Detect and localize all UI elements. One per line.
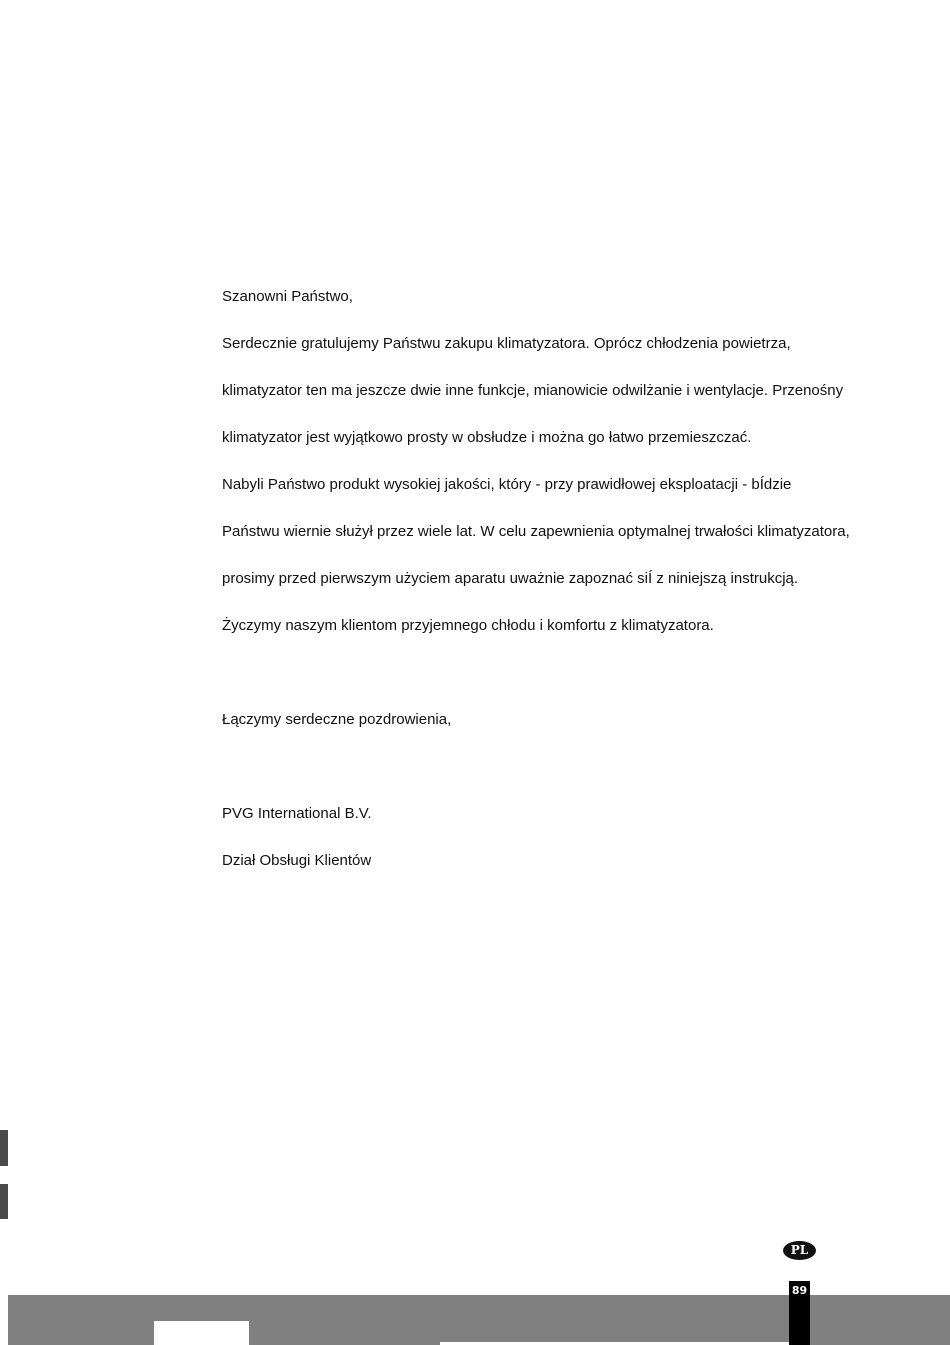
- paragraph-line-1: Serdecznie gratulujemy Państwu zakupu klimatyzatora. Oprócz chłodzenia powietrza,: [222, 335, 791, 352]
- department-name: Dział Obsługi Klientów: [222, 852, 372, 869]
- closing: Łączymy serdeczne pozdrowienia,: [222, 711, 452, 728]
- edge-marker-upper: [0, 1130, 8, 1166]
- paragraph-line-5: Państwu wiernie służył przez wiele lat. W celu zapewnienia optymalnej trwałości klimatyzatora,: [222, 523, 850, 540]
- paragraph-line-2: klimatyzator ten ma jeszcze dwie inne funkcje, mianowicie odwilżanie i wentylacje. Przenośny: [222, 382, 844, 399]
- paragraph-line-4: Nabyli Państwo produkt wysokiej jakości, który - przy prawidłowej eksploatacji - bÍdzie: [222, 476, 792, 493]
- edge-marker-lower: [0, 1184, 8, 1219]
- page-number: 89: [789, 1281, 810, 1345]
- paragraph-line-7: Życzymy naszym klientom przyjemnego chłodu i komfortu z klimatyzatora.: [222, 617, 714, 634]
- language-badge: PL: [783, 1241, 816, 1260]
- paragraph-line-3: klimatyzator jest wyjątkowo prosty w obsłudze i można go łatwo przemieszczać.: [222, 429, 752, 446]
- salutation: Szanowni Państwo,: [222, 288, 353, 305]
- company-name: PVG International B.V.: [222, 805, 372, 822]
- paragraph-line-6: prosimy przed pierwszym użyciem aparatu uważnie zapoznać siÍ z niniejszą instrukcją.: [222, 570, 799, 587]
- footer-tab: [154, 1321, 249, 1345]
